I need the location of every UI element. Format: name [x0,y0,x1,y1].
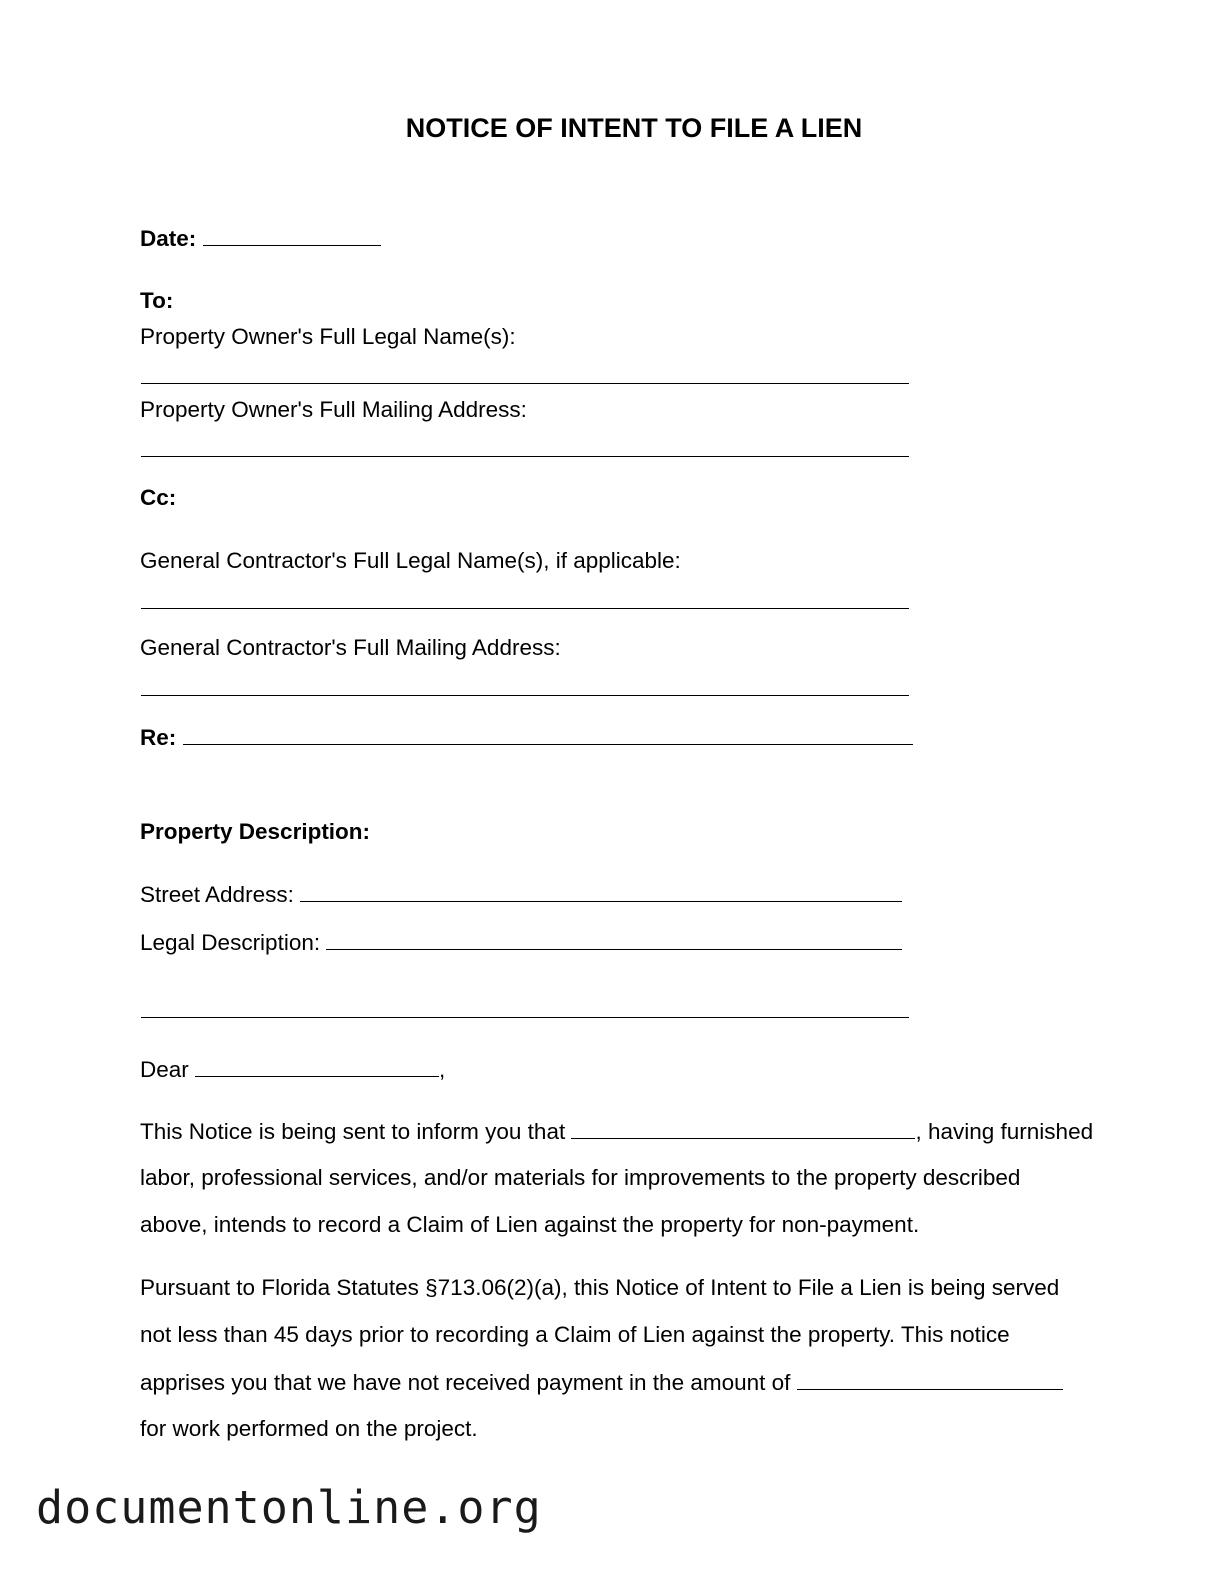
to-label: To: [140,288,174,313]
paragraph1-line3: above, intends to record a Claim of Lien against the property for non-payment. [140,1212,920,1237]
date-field[interactable] [203,224,381,246]
legal-description-row [140,928,902,957]
paragraph2-line1: Pursuant to Florida Statutes §713.06(2)(a), this Notice of Intent to File a Lien is being served [140,1275,1060,1300]
paragraph1-line1-suffix: , having furnished [915,1119,1094,1144]
owner-address-label: Property Owner's Full Mailing Address: [140,397,527,422]
property-description-heading: Property Description: [140,819,371,844]
paragraph1-line1-prefix: This Notice is being sent to inform you that [140,1119,566,1144]
salutation [140,1055,445,1084]
street-address-row [140,880,902,909]
legal-description-field[interactable] [326,928,902,950]
salutation-suffix: , [439,1057,446,1082]
date-label: Date: [140,226,197,251]
re-field[interactable] [183,723,913,745]
paragraph1-line1 [140,1117,1093,1146]
claimant-name-field[interactable] [571,1117,915,1139]
gc-address-field[interactable] [141,695,909,696]
paragraph2-line3 [140,1368,1063,1397]
recipient-name-field[interactable] [195,1055,439,1077]
re-label: Re: [140,725,177,750]
paragraph2-line4: for work performed on the project. [140,1416,478,1441]
gc-address-label: General Contractor's Full Mailing Address: [140,635,561,660]
legal-description-label: Legal Description: [140,930,321,955]
paragraph1-line2: labor, professional services, and/or materials for improvements to the property described [140,1165,1021,1190]
re-row [140,723,913,752]
watermark: documentonline.org [36,1481,542,1534]
legal-description-field-continued[interactable] [141,1017,909,1018]
salutation-prefix: Dear [140,1057,189,1082]
street-address-label: Street Address: [140,882,294,907]
owner-name-label: Property Owner's Full Legal Name(s): [140,324,516,349]
owner-name-field[interactable] [141,383,909,384]
paragraph2-line2: not less than 45 days prior to recording a Claim of Lien against the property. This notice [140,1322,1010,1347]
gc-name-field[interactable] [141,608,909,609]
paragraph2-line3-prefix: apprises you that we have not received payment in the amount of [140,1370,791,1395]
document-title: NOTICE OF INTENT TO FILE A LIEN [405,113,863,143]
cc-label: Cc: [140,485,177,510]
date-row [140,224,381,253]
owner-address-field[interactable] [141,456,909,457]
street-address-field[interactable] [300,880,902,902]
amount-due-field[interactable] [797,1368,1063,1390]
gc-name-label: General Contractor's Full Legal Name(s), if applicable: [140,548,681,573]
